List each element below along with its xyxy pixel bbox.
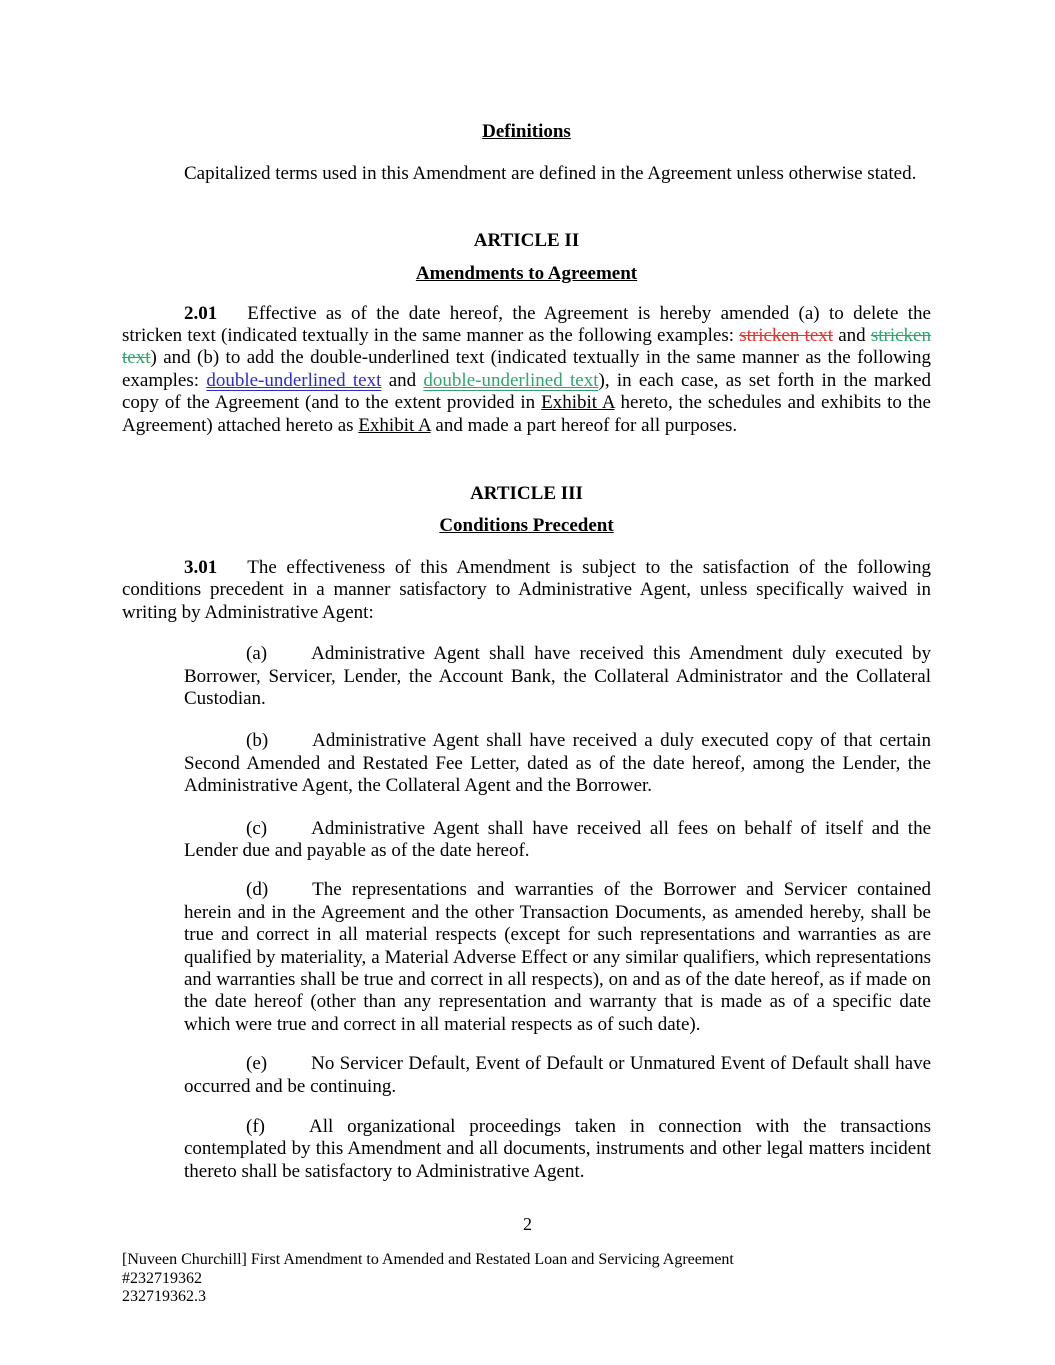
section-2-01-text-3: ) and (b) to add the double-underlined text (indicated textually in the same manner as the following examples: bbox=[122, 347, 931, 391]
condition-label-b: (b) bbox=[246, 730, 269, 752]
condition-item-d bbox=[184, 879, 931, 1036]
condition-item-b bbox=[184, 730, 931, 797]
section-2-01-text-7: and made a part hereof for all purposes. bbox=[430, 414, 738, 436]
condition-label-f: (f) bbox=[246, 1116, 265, 1137]
condition-text-d: The representations and warranties of the Borrower and Servicer contained herein and in the Agreement and the other Transaction Documents, as amended hereby, shall be true and correct in all material respects (except for such representations and warranties as are qualified by materiality, a Material Adverse Effect or any similar qualifiers, which representations and warranties shall be true and correct in all respects), on and as of the date hereof, as if made on the date hereof (other than any representation and warranty that is made as of a specific date which were true and correct in all material respects as of such date). bbox=[184, 879, 931, 1035]
exhibit-a-reference-2: Exhibit A bbox=[358, 414, 431, 436]
condition-label-c: (c) bbox=[246, 817, 268, 839]
stricken-text-red: stricken text bbox=[739, 325, 834, 347]
page-number: 2 bbox=[523, 1214, 532, 1234]
definitions-paragraph: Capitalized terms used in this Amendment are defined in the Agreement unless otherwise stated. bbox=[184, 163, 917, 185]
section-2-01-text-4: and bbox=[381, 369, 424, 391]
article3-title: ARTICLE III bbox=[470, 483, 583, 505]
condition-text-c: Administrative Agent shall have received all fees on behalf of itself and the Lender due and payable as of the date hereof. bbox=[184, 817, 931, 861]
footer-document-version: 232719362.3 bbox=[122, 1288, 206, 1305]
exhibit-a-reference-1: Exhibit A bbox=[541, 392, 615, 414]
section-number-3-01: 3.01 bbox=[184, 556, 218, 578]
section-2-01-text-2: and bbox=[833, 325, 871, 347]
section-number-2-01: 2.01 bbox=[184, 302, 218, 324]
condition-item-a bbox=[184, 643, 931, 710]
document-footer bbox=[122, 1251, 931, 1307]
condition-text-a: Administrative Agent shall have received this Amendment duly executed by Borrower, Servicer, Lender, the Account Bank, the Collateral Administrator and the Collateral Custodian. bbox=[184, 643, 931, 709]
double-underlined-text-green: double-underlined text bbox=[423, 369, 599, 391]
condition-item-e bbox=[184, 1053, 931, 1098]
condition-item-c bbox=[184, 818, 931, 863]
footer-document-title: [Nuveen Churchill] First Amendment to Amended and Restated Loan and Servicing Agreement bbox=[122, 1251, 734, 1268]
stricken-text-green: stricken text bbox=[122, 325, 931, 369]
section-2-01-paragraph bbox=[122, 303, 931, 437]
section-2-01-text-5: ), in each case, as set forth in the marked copy of the Agreement (and to the extent provided in bbox=[122, 369, 932, 414]
article2-subtitle: Amendments to Agreement bbox=[415, 263, 638, 285]
condition-label-a: (a) bbox=[246, 643, 268, 665]
condition-item-f bbox=[184, 1116, 931, 1183]
condition-text-f: All organizational proceedings taken in connection with the transactions contemplated by this Amendment and all documents, instruments and other legal matters incident thereto shall be satisfactory to Administrative Agent. bbox=[184, 1116, 931, 1182]
section-2-01-text-6: hereto, the schedules and exhibits to the Agreement) attached hereto as bbox=[122, 392, 931, 436]
condition-text-e: No Servicer Default, Event of Default or Unmatured Event of Default shall have occurred and be continuing. bbox=[184, 1053, 931, 1097]
double-underlined-text-blue: double-underlined text bbox=[206, 369, 382, 391]
article3-subtitle: Conditions Precedent bbox=[439, 515, 614, 537]
section-3-01-paragraph bbox=[122, 557, 931, 624]
article2-title: ARTICLE II bbox=[473, 229, 580, 251]
section-2-01-text-1: Effective as of the date hereof, the Agreement is hereby amended (a) to delete the stricken text (indicated textually in the same manner as the following examples: bbox=[122, 302, 931, 347]
condition-text-b: Administrative Agent shall have received a duly executed copy of that certain Second Amended and Restated Fee Letter, dated as of the date hereof, among the Lender, the Administrative Agent, the Collateral Agent and the Borrower. bbox=[184, 730, 931, 797]
section-3-01-intro: The effectiveness of this Amendment is subject to the satisfaction of the following conditions precedent in a manner satisfactory to Administrative Agent, unless specifically waived in writing by Administrative Agent: bbox=[122, 556, 931, 623]
footer-document-id: #232719362 bbox=[122, 1269, 202, 1287]
definitions-heading: Definitions bbox=[482, 121, 571, 142]
condition-label-d: (d) bbox=[246, 879, 269, 901]
condition-label-e: (e) bbox=[246, 1053, 268, 1075]
